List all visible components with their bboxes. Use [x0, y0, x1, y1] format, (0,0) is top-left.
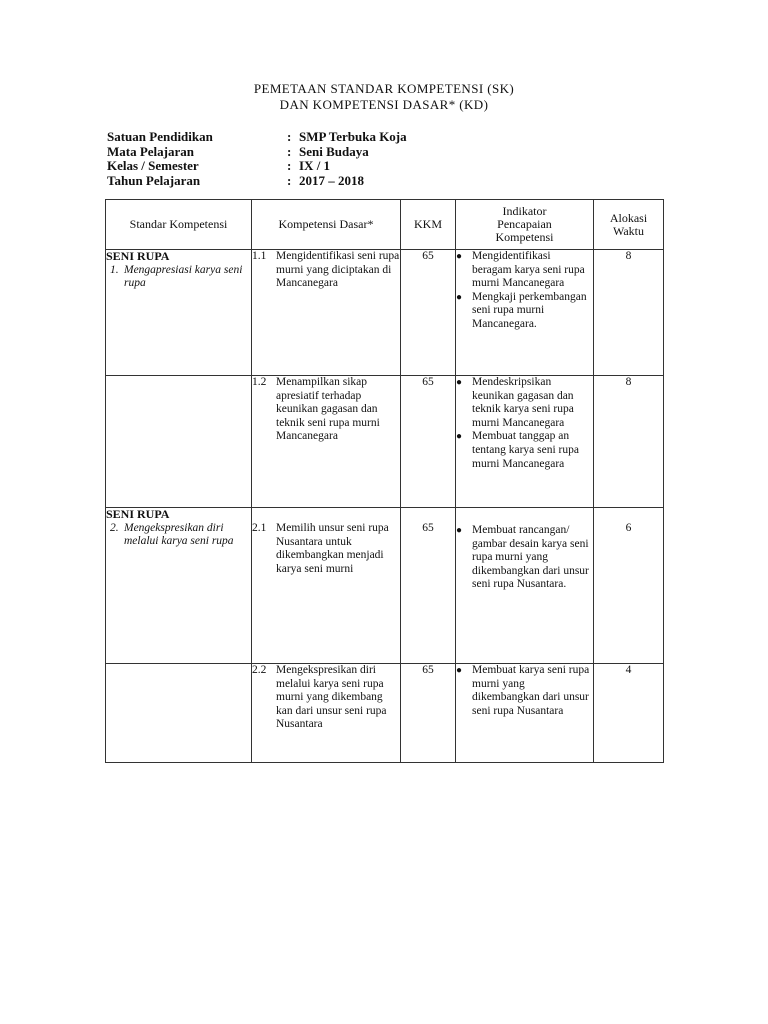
- table-row: [106, 664, 664, 763]
- kkm-cell: 65: [401, 664, 456, 763]
- header-indikator-line: Indikator: [502, 204, 547, 218]
- header-indikator: [456, 200, 594, 250]
- sk-text: Mengekspresikan diri melalui karya seni rupa: [124, 521, 234, 548]
- kd-cell: [252, 508, 401, 664]
- kd-item: [252, 376, 400, 444]
- sk-item: [106, 522, 251, 549]
- document-meta: [107, 130, 407, 188]
- bullet-icon: ●: [456, 291, 463, 303]
- sk-cell: [106, 376, 252, 508]
- indikator-text: Mengkaji perkembangan seni rupa murni Mancanegara.: [472, 290, 587, 330]
- indikator-item: [456, 664, 593, 718]
- header-kompetensi-dasar: Kompetensi Dasar*: [252, 200, 401, 250]
- sk-title: SENI RUPA: [106, 249, 170, 263]
- table-header-row: [106, 200, 664, 250]
- indikator-cell: [456, 376, 594, 508]
- alokasi-cell: 8: [594, 376, 664, 508]
- indikator-cell: [456, 664, 594, 763]
- meta-row-satuan: [107, 130, 407, 145]
- bullet-icon: ●: [456, 431, 463, 443]
- indikator-text: Mendeskripsikan keunikan gagasan dan teknik karya seni rupa murni Mancanegara: [472, 376, 574, 429]
- indikator-cell: [456, 250, 594, 376]
- meta-colon: :: [287, 172, 292, 188]
- header-standar-kompetensi: Standar Kompetensi: [106, 200, 252, 250]
- sk-text: Mengapresiasi karya seni rupa: [124, 263, 243, 290]
- header-alokasi-line: Waktu: [612, 223, 645, 238]
- header-indikator-line: Pencapaian: [497, 217, 552, 231]
- meta-label: Tahun Pelajaran: [107, 172, 201, 188]
- kd-number: 2.2: [252, 664, 267, 676]
- kd-text: Menampilkan sikap apresiatif terhadap keunikan gagasan dan teknik seni rupa murni Mancanegara: [276, 376, 380, 443]
- kkm-cell: 65: [401, 508, 456, 664]
- bullet-icon: ●: [456, 377, 463, 388]
- meta-row-kelas: [107, 159, 407, 174]
- alokasi-cell: 4: [594, 664, 664, 763]
- meta-label: Kelas / Semester: [107, 158, 199, 173]
- alokasi-cell: 8: [594, 250, 664, 376]
- header-alokasi-waktu: [594, 200, 664, 250]
- sk-item: [106, 264, 251, 291]
- bullet-icon: ●: [456, 665, 463, 676]
- sk-cell: [106, 508, 252, 664]
- alokasi-cell: 6: [594, 508, 664, 664]
- meta-value: 2017 – 2018: [299, 172, 364, 188]
- indikator-item: [456, 376, 593, 430]
- kd-cell: [252, 376, 401, 508]
- kd-text: Mengekspresikan diri melalui karya seni rupa murni yang dikembang kan dari unsur seni rupa Nusantara: [276, 664, 387, 731]
- kd-cell: [252, 250, 401, 376]
- indikator-item: [456, 291, 593, 332]
- document-title-line1: PEMETAAN STANDAR KOMPETENSI (SK): [253, 81, 515, 96]
- table-row: [106, 250, 664, 376]
- kkm-cell: 65: [401, 250, 456, 376]
- header-alokasi-line: Alokasi: [609, 210, 648, 225]
- kd-number: 1.1: [252, 250, 267, 262]
- indikator-text: Mengidentifikasi beragam karya seni rupa murni Mancanegara: [472, 250, 585, 290]
- kd-number: 2.1: [252, 522, 267, 534]
- sk-title: SENI RUPA: [106, 507, 170, 521]
- indikator-cell: [456, 508, 594, 664]
- meta-value: Seni Budaya: [299, 143, 369, 159]
- indikator-item: [456, 524, 593, 592]
- kd-item: [252, 250, 400, 291]
- meta-colon: :: [287, 129, 292, 144]
- meta-colon: :: [287, 158, 292, 173]
- kd-cell: [252, 664, 401, 763]
- kd-number: 1.2: [252, 376, 267, 388]
- meta-value: IX / 1: [299, 158, 331, 173]
- meta-value: SMP Terbuka Koja: [299, 129, 407, 144]
- header-kkm: KKM: [401, 200, 456, 250]
- indikator-text: Membuat karya seni rupa murni yang dikembangkan dari unsur seni rupa Nusantara: [472, 664, 590, 717]
- kd-text: Mengidentifikasi seni rupa murni yang diciptakan di Mancanegara: [276, 250, 400, 290]
- sk-cell: [106, 664, 252, 763]
- kkm-cell: 65: [401, 376, 456, 508]
- meta-label: Satuan Pendidikan: [107, 129, 213, 144]
- kd-item: [252, 522, 400, 576]
- bullet-icon: ●: [456, 251, 463, 262]
- kd-text: Memilih unsur seni rupa Nusantara untuk dikembangkan menjadi karya seni murni: [276, 522, 389, 575]
- meta-row-mapel: [107, 145, 407, 160]
- document-title-line2: DAN KOMPETENSI DASAR* (KD): [279, 97, 489, 112]
- indikator-text: Membuat tanggap an tentang karya seni rupa murni Mancanegara: [472, 430, 579, 470]
- header-indikator-line: Kompetensi: [495, 230, 554, 244]
- table-row: [106, 376, 664, 508]
- meta-colon: :: [287, 143, 292, 159]
- indikator-item: [456, 250, 593, 291]
- indikator-item: [456, 430, 593, 471]
- meta-label: Mata Pelajaran: [107, 143, 195, 159]
- sk-number: 1.: [110, 263, 119, 276]
- meta-row-tahun: [107, 174, 407, 189]
- sk-number: 2.: [110, 521, 119, 534]
- indikator-text: Membuat rancangan/ gambar desain karya seni rupa murni yang dikembangkan dari unsur seni rupa Nusantara.: [472, 524, 589, 591]
- sk-cell: [106, 250, 252, 376]
- table-row: [106, 508, 664, 664]
- kd-item: [252, 664, 400, 732]
- competency-table: [105, 199, 664, 763]
- bullet-icon: ●: [456, 525, 463, 536]
